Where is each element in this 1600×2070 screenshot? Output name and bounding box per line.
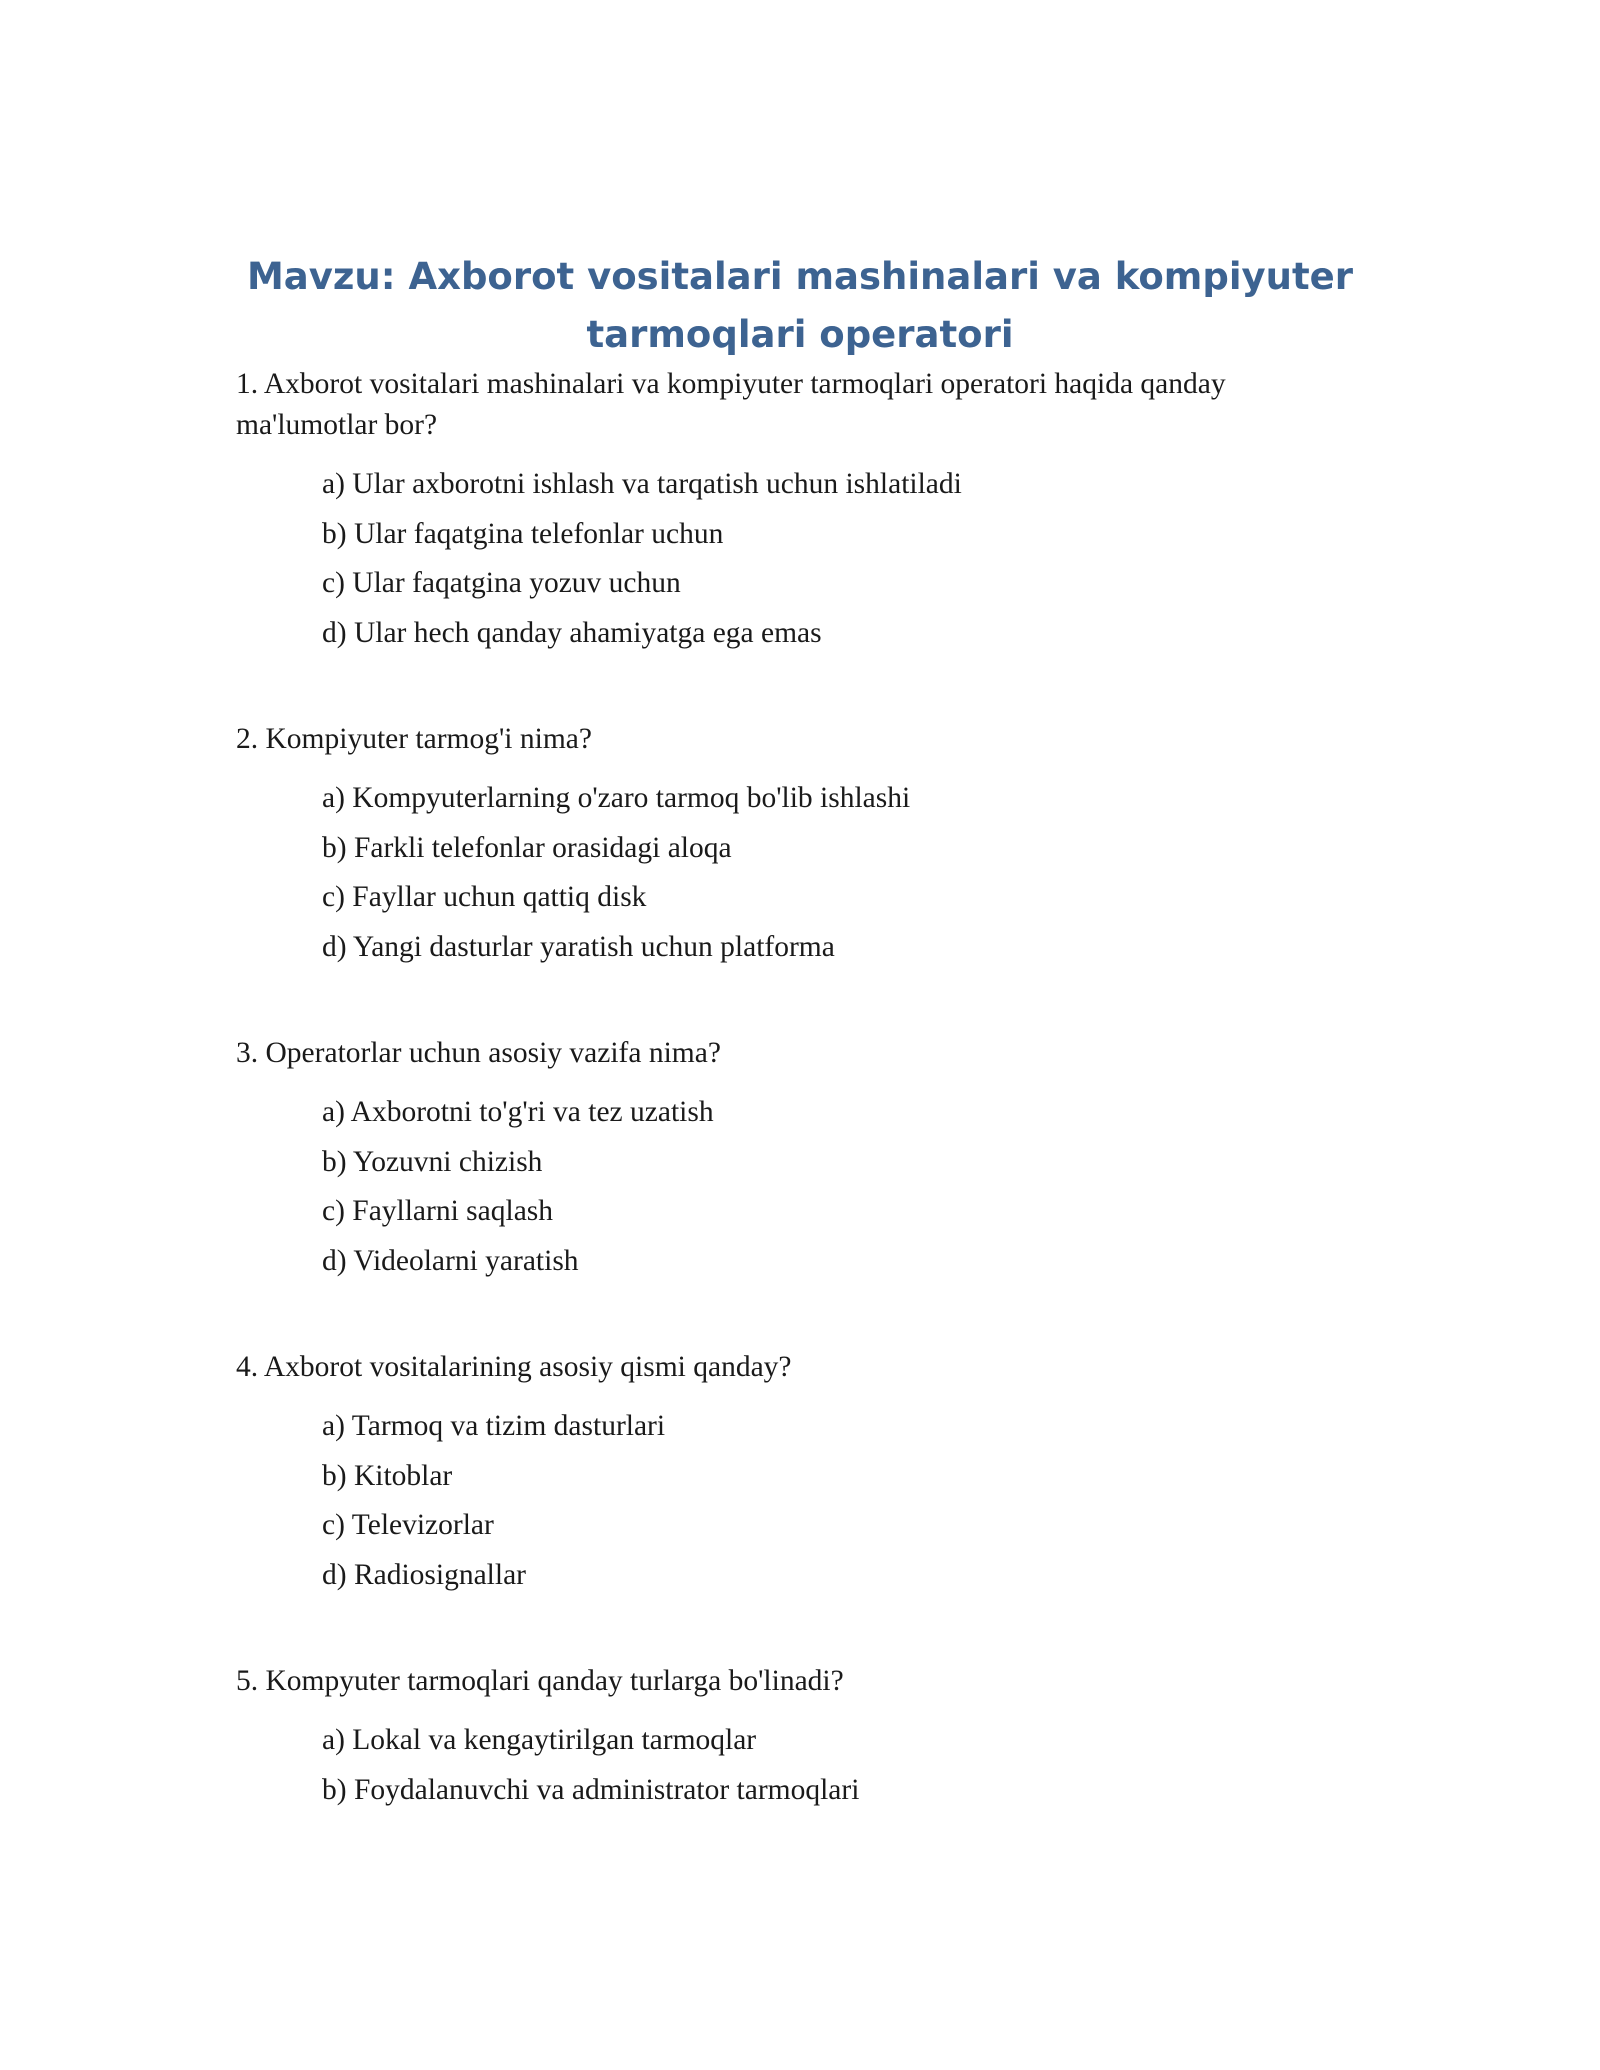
answer-option-d: d) Yangi dasturlar yaratish uchun platforma — [322, 930, 835, 963]
question-text: 2. Kompiyuter tarmog'i nima? — [236, 723, 592, 755]
answer-option-b: b) Foydalanuvchi va administrator tarmoqlari — [322, 1773, 860, 1806]
answer-option-b: b) Farkli telefonlar orasidagi aloqa — [322, 831, 732, 864]
answer-option-d: d) Radiosignallar — [322, 1558, 526, 1591]
answer-option-a: a) Lokal va kengaytirilgan tarmoqlar — [322, 1724, 757, 1756]
page-title: Mavzu: Axborot vositalari mashinalari va kompiyuter tarmoqlari operatori — [246, 255, 1353, 356]
answer-option-a: a) Kompyuterlarning o'zaro tarmoq bo'lib ishlashi — [322, 782, 911, 814]
question-text: 3. Operatorlar uchun asosiy vazifa nima? — [236, 1037, 721, 1069]
answer-option-c: c) Fayllarni saqlash — [322, 1195, 554, 1227]
quiz-content — [236, 364, 1346, 1815]
question-5 — [236, 1661, 1346, 1815]
answer-options — [236, 460, 1346, 658]
answer-option-c: c) Televizorlar — [322, 1509, 494, 1541]
question-2 — [236, 719, 1346, 972]
question-1 — [236, 364, 1346, 658]
answer-option-b: b) Ular faqatgina telefonlar uchun — [322, 517, 724, 550]
question-4 — [236, 1347, 1346, 1600]
answer-option-b: b) Yozuvni chizish — [322, 1145, 543, 1178]
answer-option-c: c) Ular faqatgina yozuv uchun — [322, 567, 681, 599]
answer-option-d: d) Ular hech qanday ahamiyatga ega emas — [322, 616, 822, 649]
answer-options — [236, 1402, 1346, 1600]
answer-option-a: a) Axborotni to'g'ri va tez uzatish — [322, 1096, 714, 1128]
answer-option-d: d) Videolarni yaratish — [322, 1244, 579, 1277]
answer-options — [236, 1716, 1346, 1815]
question-text: 1. Axborot vositalari mashinalari va kompiyuter tarmoqlari operatori haqida qanday ma'lumotlar bor? — [236, 368, 1226, 441]
answer-option-a: a) Tarmoq va tizim dasturlari — [322, 1410, 666, 1442]
answer-option-a: a) Ular axborotni ishlash va tarqatish uchun ishlatiladi — [322, 468, 962, 500]
question-text: 4. Axborot vositalarining asosiy qismi qanday? — [236, 1351, 792, 1383]
question-text: 5. Kompyuter tarmoqlari qanday turlarga bo'linadi? — [236, 1665, 844, 1697]
question-3 — [236, 1033, 1346, 1286]
answer-options — [236, 774, 1346, 972]
answer-option-c: c) Fayllar uchun qattiq disk — [322, 881, 647, 913]
answer-option-b: b) Kitoblar — [322, 1459, 453, 1492]
answer-options — [236, 1088, 1346, 1286]
